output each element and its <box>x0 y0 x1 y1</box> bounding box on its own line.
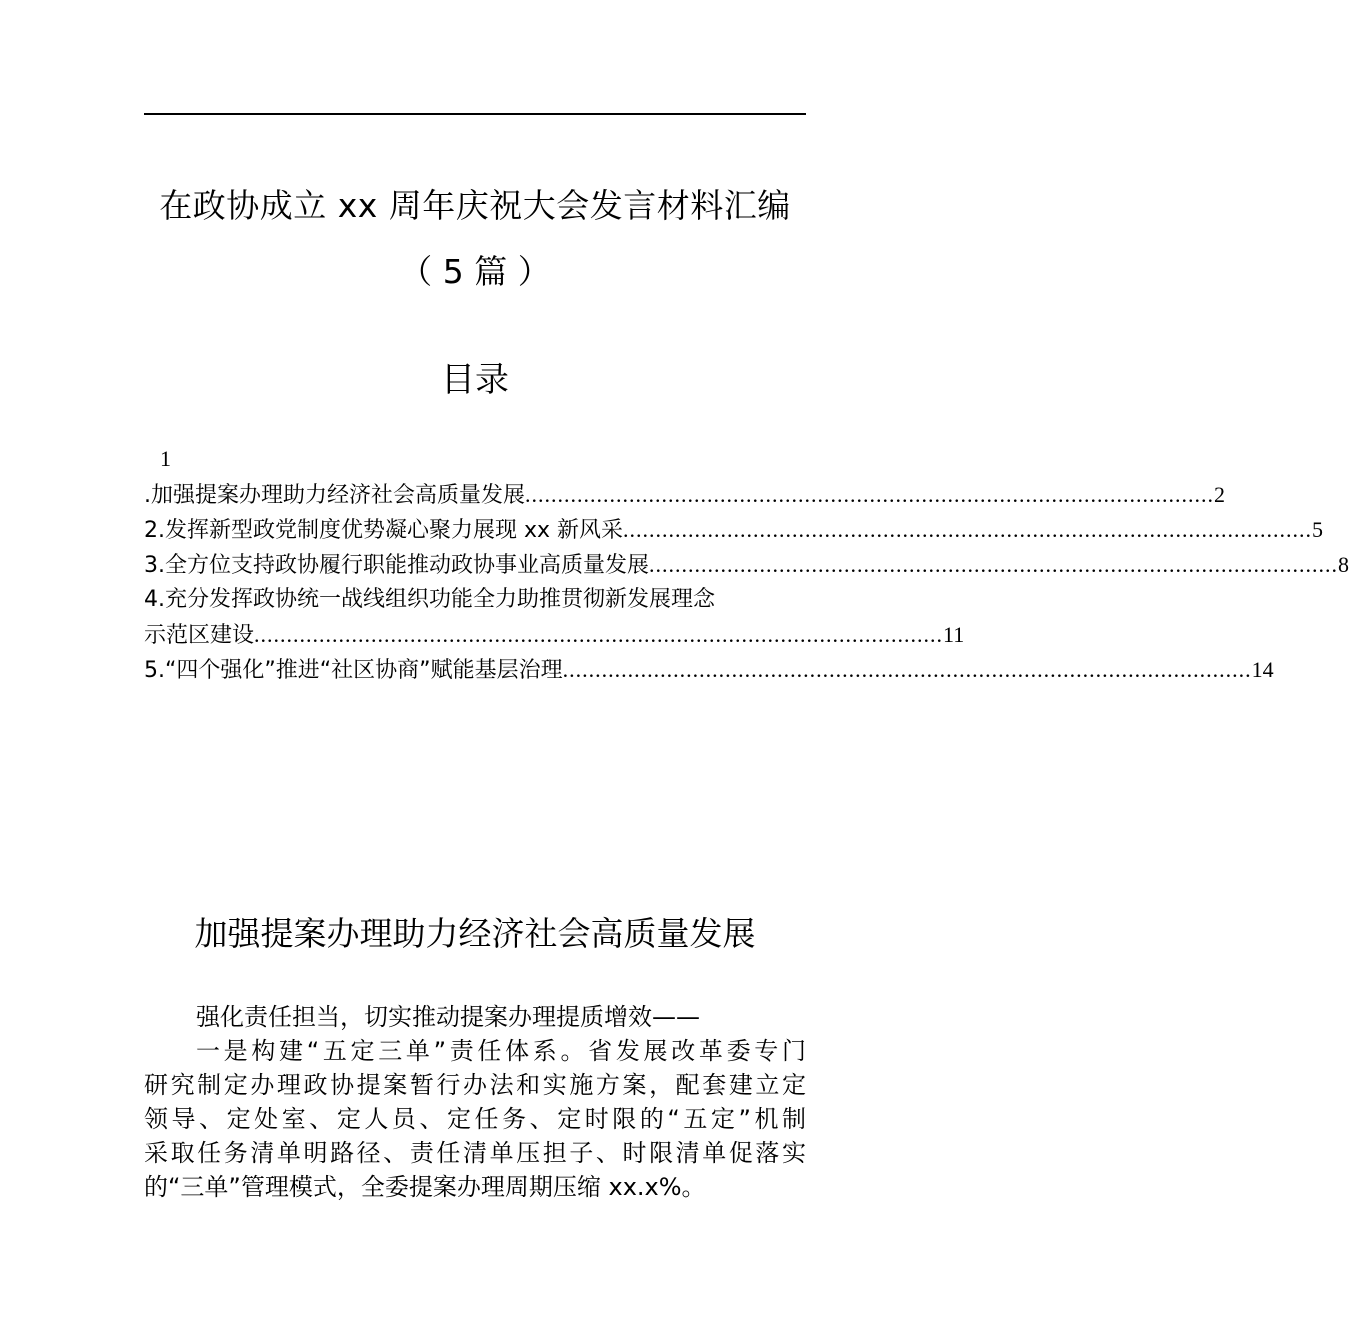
document-subtitle: （ 5 篇 ） <box>399 252 551 291</box>
toc-first-number: 1 <box>160 446 171 471</box>
article-line: 强化责任担当，切实推动提案办理提质增效—— <box>196 1003 700 1031</box>
toc-entry-text: .加强提案办理助力经济社会高质量发展 <box>144 483 525 508</box>
article-heading: 加强提案办理助力经济社会高质量发展 <box>194 914 756 953</box>
toc-entry-2[interactable] <box>144 513 1324 547</box>
toc-entry-1[interactable] <box>144 478 1225 512</box>
article-line: 的“三单”管理模式，全委提案办理周期压缩 xx.x%。 <box>144 1173 706 1201</box>
toc-leader: .......................................................................................................... <box>623 517 1313 542</box>
article-line: 研究制定办理政协提案暂行办法和实施方案，配套建立定 <box>144 1071 806 1099</box>
toc-entry-text: 2.发挥新型政党制度优势凝心聚力展现 xx 新风采 <box>144 518 624 543</box>
toc-leader: .......................................................................................................... <box>562 657 1252 682</box>
toc-heading: 目录 <box>441 360 509 400</box>
toc-leader: .......................................................................................................... <box>254 622 944 647</box>
toc-entry-3[interactable] <box>144 548 1349 582</box>
document-title: 在政协成立 xx 周年庆祝大会发言材料汇编 <box>159 186 791 225</box>
toc-entry-page: 11 <box>943 622 965 647</box>
toc-entry-5[interactable] <box>144 653 1274 687</box>
toc-entry-text: 4.充分发挥政协统一战线组织功能全力助推贯彻新发展理念 <box>144 587 715 612</box>
toc-leader: .......................................................................................................... <box>649 552 1338 577</box>
article-line: 采取任务清单明路径、责任清单压担子、时限清单促落实 <box>144 1139 806 1167</box>
article-line: 一是构建“五定三单”责任体系。省发展改革委专门 <box>196 1037 806 1065</box>
header-rule <box>144 113 806 115</box>
toc-leader: .......................................................................................................... <box>525 482 1214 507</box>
toc-entry-text: 3.全方位支持政协履行职能推动政协事业高质量发展 <box>144 553 649 578</box>
toc-entry-4-line2[interactable] <box>144 618 965 652</box>
toc-entry-page: 5 <box>1312 517 1324 542</box>
toc-entry-page: 14 <box>1251 657 1274 682</box>
toc-entry-text: 5.“四个强化”推进“社区协商”赋能基层治理 <box>144 658 563 683</box>
toc-entry-4-line1[interactable] <box>144 583 806 617</box>
toc-entry-page: 2 <box>1214 482 1225 507</box>
toc-entry-page: 8 <box>1338 552 1349 577</box>
article-line: 领导、定处室、定人员、定任务、定时限的“五定”机制 <box>144 1105 806 1133</box>
toc-entry-text: 示范区建设 <box>144 623 255 648</box>
